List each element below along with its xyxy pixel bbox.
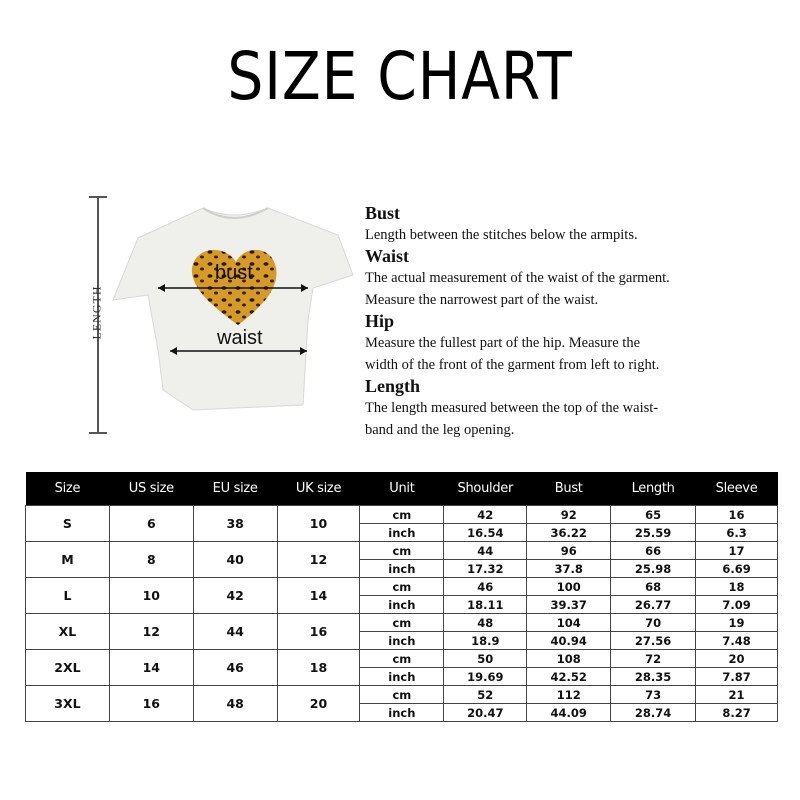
cell-unit: cm bbox=[360, 650, 444, 668]
cell-measurement: 7.48 bbox=[696, 632, 778, 650]
cell-measurement: 112 bbox=[527, 686, 611, 704]
cell-measurement: 7.09 bbox=[696, 596, 778, 614]
cell-unit: cm bbox=[360, 578, 444, 596]
cell-unit: cm bbox=[360, 506, 444, 524]
length-cap-bottom bbox=[89, 432, 107, 434]
cell-uk: 14 bbox=[277, 578, 360, 614]
bust-heading: Bust bbox=[365, 203, 401, 223]
measurement-descriptions bbox=[365, 203, 785, 441]
cell-measurement: 48 bbox=[444, 614, 527, 632]
cell-measurement: 108 bbox=[527, 650, 611, 668]
hip-text: Measure the fullest part of the hip. Measure the bbox=[365, 335, 641, 351]
bust-text: Length between the stitches below the armpits. bbox=[365, 227, 638, 243]
cell-measurement: 20.47 bbox=[444, 704, 527, 722]
column-header-eu-size: EU size bbox=[193, 472, 277, 506]
length-text: The length measured between the top of the waist- bbox=[365, 400, 659, 416]
cell-measurement: 50 bbox=[444, 650, 527, 668]
cell-eu: 44 bbox=[193, 614, 277, 650]
column-header-us-size: US size bbox=[109, 472, 193, 506]
cell-eu: 38 bbox=[193, 506, 277, 542]
cell-eu: 40 bbox=[193, 542, 277, 578]
cell-measurement: 104 bbox=[527, 614, 611, 632]
cell-measurement: 18.9 bbox=[444, 632, 527, 650]
cell-eu: 48 bbox=[193, 686, 277, 722]
table-row bbox=[26, 578, 778, 596]
cell-us: 8 bbox=[109, 542, 193, 578]
cell-measurement: 100 bbox=[527, 578, 611, 596]
waist-text: The actual measurement of the waist of the garment. bbox=[365, 270, 670, 286]
cell-us: 10 bbox=[109, 578, 193, 614]
cell-measurement: 46 bbox=[444, 578, 527, 596]
cell-size: 2XL bbox=[26, 650, 110, 686]
cell-measurement: 18 bbox=[696, 578, 778, 596]
cell-us: 16 bbox=[109, 686, 193, 722]
cell-size: M bbox=[26, 542, 110, 578]
cell-measurement: 19.69 bbox=[444, 668, 527, 686]
cell-measurement: 26.77 bbox=[611, 596, 696, 614]
cell-us: 12 bbox=[109, 614, 193, 650]
bust-label: bust bbox=[215, 262, 253, 284]
tshirt-illustration bbox=[108, 200, 358, 415]
waist-heading: Waist bbox=[365, 246, 410, 266]
cell-unit: inch bbox=[360, 632, 444, 650]
cell-measurement: 17 bbox=[696, 542, 778, 560]
cell-measurement: 25.98 bbox=[611, 560, 696, 578]
cell-size: S bbox=[26, 506, 110, 542]
cell-unit: cm bbox=[360, 686, 444, 704]
cell-measurement: 66 bbox=[611, 542, 696, 560]
size-table bbox=[25, 472, 778, 722]
cell-measurement: 72 bbox=[611, 650, 696, 668]
cell-measurement: 92 bbox=[527, 506, 611, 524]
cell-measurement: 25.59 bbox=[611, 524, 696, 542]
column-header-unit: Unit bbox=[360, 472, 444, 506]
cell-measurement: 21 bbox=[696, 686, 778, 704]
cell-unit: inch bbox=[360, 704, 444, 722]
column-header-bust: Bust bbox=[527, 472, 611, 506]
page-title: SIZE CHART bbox=[227, 38, 573, 115]
cell-measurement: 42.52 bbox=[527, 668, 611, 686]
length-text: band and the leg opening. bbox=[365, 422, 515, 438]
cell-measurement: 44.09 bbox=[527, 704, 611, 722]
cell-uk: 10 bbox=[277, 506, 360, 542]
column-header-shoulder: Shoulder bbox=[444, 472, 527, 506]
cell-size: XL bbox=[26, 614, 110, 650]
cell-measurement: 18.11 bbox=[444, 596, 527, 614]
cell-measurement: 28.35 bbox=[611, 668, 696, 686]
table-row bbox=[26, 686, 778, 704]
cell-measurement: 16.54 bbox=[444, 524, 527, 542]
cell-measurement: 39.37 bbox=[527, 596, 611, 614]
length-label: LENGTH bbox=[89, 285, 104, 340]
cell-us: 6 bbox=[109, 506, 193, 542]
table-row bbox=[26, 542, 778, 560]
cell-unit: inch bbox=[360, 524, 444, 542]
hip-text: width of the front of the garment from left to right. bbox=[365, 357, 660, 373]
cell-unit: inch bbox=[360, 668, 444, 686]
cell-unit: cm bbox=[360, 542, 444, 560]
cell-measurement: 44 bbox=[444, 542, 527, 560]
cell-measurement: 70 bbox=[611, 614, 696, 632]
cell-unit: inch bbox=[360, 560, 444, 578]
waist-label: waist bbox=[217, 327, 263, 349]
column-header-size: Size bbox=[26, 472, 110, 506]
cell-measurement: 42 bbox=[444, 506, 527, 524]
cell-measurement: 7.87 bbox=[696, 668, 778, 686]
cell-size: 3XL bbox=[26, 686, 110, 722]
cell-measurement: 73 bbox=[611, 686, 696, 704]
length-heading: Length bbox=[365, 376, 421, 396]
cell-measurement: 17.32 bbox=[444, 560, 527, 578]
cell-eu: 46 bbox=[193, 650, 277, 686]
cell-measurement: 40.94 bbox=[527, 632, 611, 650]
cell-measurement: 27.56 bbox=[611, 632, 696, 650]
cell-measurement: 6.69 bbox=[696, 560, 778, 578]
cell-measurement: 65 bbox=[611, 506, 696, 524]
cell-measurement: 28.74 bbox=[611, 704, 696, 722]
cell-uk: 20 bbox=[277, 686, 360, 722]
cell-uk: 16 bbox=[277, 614, 360, 650]
column-header-sleeve: Sleeve bbox=[696, 472, 778, 506]
cell-measurement: 36.22 bbox=[527, 524, 611, 542]
table-row bbox=[26, 650, 778, 668]
cell-measurement: 16 bbox=[696, 506, 778, 524]
cell-uk: 18 bbox=[277, 650, 360, 686]
cell-eu: 42 bbox=[193, 578, 277, 614]
cell-size: L bbox=[26, 578, 110, 614]
cell-measurement: 68 bbox=[611, 578, 696, 596]
cell-measurement: 8.27 bbox=[696, 704, 778, 722]
length-cap-top bbox=[89, 196, 107, 198]
table-header-row bbox=[26, 472, 778, 506]
column-header-length: Length bbox=[611, 472, 696, 506]
cell-unit: cm bbox=[360, 614, 444, 632]
cell-measurement: 6.3 bbox=[696, 524, 778, 542]
waist-text: Measure the narrowest part of the waist. bbox=[365, 292, 599, 308]
cell-measurement: 37.8 bbox=[527, 560, 611, 578]
cell-uk: 12 bbox=[277, 542, 360, 578]
cell-measurement: 52 bbox=[444, 686, 527, 704]
column-header-uk-size: UK size bbox=[277, 472, 360, 506]
cell-measurement: 96 bbox=[527, 542, 611, 560]
cell-measurement: 20 bbox=[696, 650, 778, 668]
cell-us: 14 bbox=[109, 650, 193, 686]
cell-unit: inch bbox=[360, 596, 444, 614]
table-row bbox=[26, 614, 778, 632]
cell-measurement: 19 bbox=[696, 614, 778, 632]
table-row bbox=[26, 506, 778, 524]
hip-heading: Hip bbox=[365, 311, 395, 331]
